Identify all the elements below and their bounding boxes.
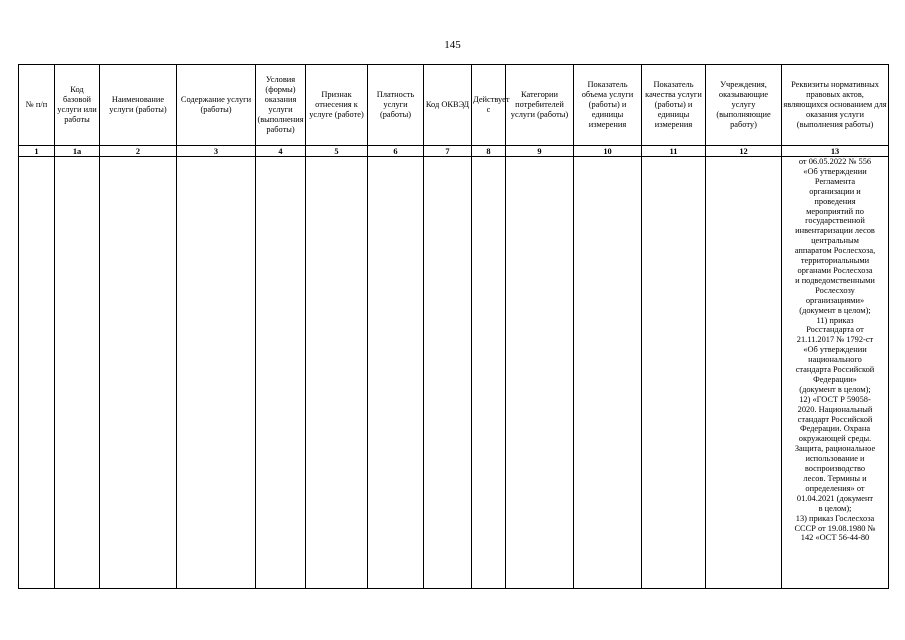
empty-cell	[306, 157, 368, 589]
legal-text-line: (документ в целом);	[799, 305, 871, 315]
column-number: 13	[782, 146, 889, 157]
column-number: 9	[506, 146, 574, 157]
column-number-row	[19, 146, 889, 157]
column-number: 7	[424, 146, 472, 157]
header-cell: Условия (формы) оказания услуги (выполнения работы)	[256, 65, 306, 146]
empty-cell	[574, 157, 642, 589]
header-cell: Код ОКВЭД	[424, 65, 472, 146]
legal-text-line: 12) «ГОСТ Р 59058-	[799, 394, 871, 404]
legal-text-line: «Об утверждении	[803, 345, 867, 355]
empty-cell	[642, 157, 706, 589]
header-cell: Учреждения, оказывающие услугу (выполняющие работу)	[706, 65, 782, 146]
legal-text-line: использование и	[805, 454, 865, 464]
legal-text-line: проведения	[814, 196, 856, 206]
header-cell: Реквизиты нормативных правовых актов, являющихся основанием для оказания услуги (выполнения работы)	[782, 65, 889, 146]
header-cell: Признак отнесения к услуге (работе)	[306, 65, 368, 146]
legal-text-line: территориальными	[800, 256, 870, 266]
legal-text-line: 21.11.2017 № 1792-ст	[796, 335, 874, 345]
page-number: 145	[444, 39, 461, 51]
column-number: 6	[368, 146, 424, 157]
legal-text-line: Рослесхозу	[815, 285, 855, 295]
legal-text-line: стандарт Российской	[797, 414, 873, 424]
header-cell: Показатель объема услуги (работы) и единицы измерения	[574, 65, 642, 146]
legal-text-line: «Об утверждении	[803, 166, 867, 176]
column-number: 4	[256, 146, 306, 157]
column-number: 1а	[55, 146, 100, 157]
header-cell: Категории потребителей услуги (работы)	[506, 65, 574, 146]
table-row	[19, 157, 889, 589]
legal-text-line: национального	[808, 355, 862, 365]
column-number: 8	[472, 146, 506, 157]
legal-text-line: Федерации»	[813, 374, 857, 384]
column-number: 3	[177, 146, 256, 157]
header-cell: № п/п	[19, 65, 55, 146]
empty-cell	[424, 157, 472, 589]
empty-cell	[706, 157, 782, 589]
empty-cell	[368, 157, 424, 589]
empty-cell	[506, 157, 574, 589]
legal-text-line: и подведомственными	[795, 275, 875, 285]
legal-text-line: мероприятий по	[806, 206, 864, 216]
header-cell: Наименование услуги (работы)	[100, 65, 177, 146]
legal-text-line: определения» от	[805, 483, 865, 493]
legal-text-line: аппаратом Рослесхоза,	[794, 246, 876, 256]
legal-text-line: организациями»	[805, 295, 865, 305]
legal-text-line: Защита, рациональное	[794, 444, 876, 454]
legal-text-line: 2020. Национальный	[797, 404, 873, 414]
legal-text-line: Росстандарта от	[806, 325, 864, 335]
legal-text-line: государственной	[805, 216, 865, 226]
header-row	[19, 65, 889, 146]
column-number: 1	[19, 146, 55, 157]
legal-text-line: инвентаризации лесов	[795, 226, 875, 236]
header-cell: Содержание услуги (работы)	[177, 65, 256, 146]
legal-text-line: в целом);	[818, 503, 852, 513]
legal-text-line: СССР от 19.08.1980 №	[794, 523, 876, 533]
legal-text-line: центральным	[811, 236, 859, 246]
column-number: 5	[306, 146, 368, 157]
legal-text-line: воспроизводство	[804, 464, 866, 474]
legal-text-line: Регламента	[814, 176, 856, 186]
legal-text-line: организации и	[809, 186, 861, 196]
header-cell: Платность услуги (работы)	[368, 65, 424, 146]
empty-cell	[177, 157, 256, 589]
column-number: 11	[642, 146, 706, 157]
services-table	[18, 64, 889, 589]
legal-text-line: 13) приказ Гослесхоза	[795, 513, 875, 523]
empty-cell	[55, 157, 100, 589]
empty-cell	[19, 157, 55, 589]
column-number: 12	[706, 146, 782, 157]
legal-text-line: органами Рослесхоза	[797, 265, 873, 275]
empty-cell	[472, 157, 506, 589]
legal-text-line: стандарта Российской	[795, 365, 875, 375]
legal-text-line: 01.04.2021 (документ	[796, 493, 874, 503]
column-number: 2	[100, 146, 177, 157]
legal-text-line: от 06.05.2022 № 556	[798, 157, 872, 166]
legal-text-line: окружающей среды.	[798, 434, 872, 444]
header-cell: Показатель качества услуги (работы) и единицы измерения	[642, 65, 706, 146]
header-cell: Код базовой услуги или работы	[55, 65, 100, 146]
empty-cell	[256, 157, 306, 589]
legal-text-line: 11) приказ	[816, 315, 854, 325]
legal-text-line: (документ в целом);	[799, 384, 871, 394]
column-number: 10	[574, 146, 642, 157]
legal-text-line: 142 «ОСТ 56-44-80	[800, 533, 870, 543]
legal-acts-cell	[782, 157, 889, 589]
empty-cell	[100, 157, 177, 589]
header-cell: Действует с	[472, 65, 506, 146]
legal-text-line: Федерации. Охрана	[799, 424, 871, 434]
legal-text-line: лесов. Термины и	[803, 474, 867, 483]
